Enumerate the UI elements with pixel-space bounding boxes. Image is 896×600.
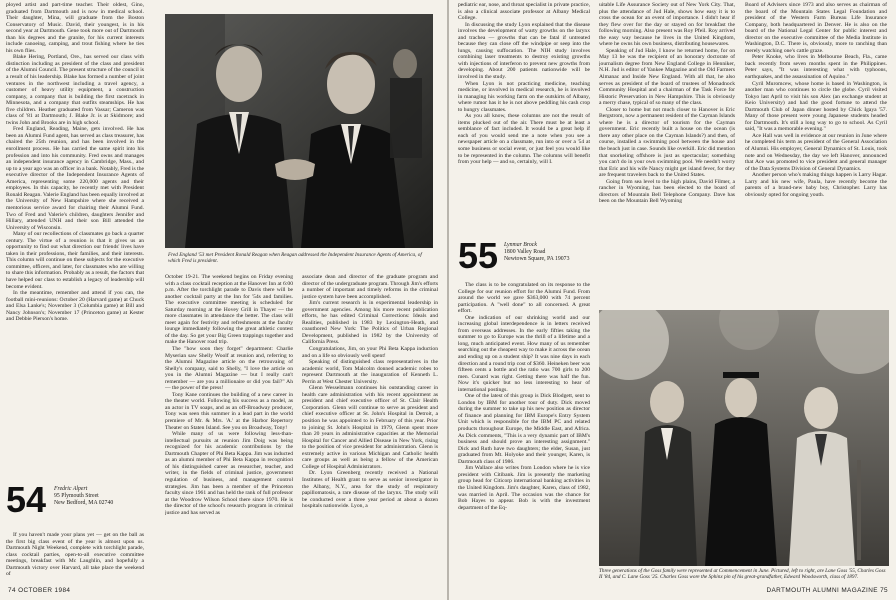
left-column-1 [6,2,144,478]
paragraph: Jim Wallace also writes from London where he is vice president with Citibank. Jim is presently the marketing group head for Citicorp international banking activities in the United Kingdom. Jim's daughter, Karen, class of 1982, was married in April. The occasion was the chance for Bob Hayes to appear. Bob is with the investment department of the Eq- [458,465,590,511]
class-55-header [458,235,590,278]
paragraph: As you all know, these columns are not the result of items plucked out of the air. There must be at least a semblance of fact included. It would be a great help if each of you would send me a note when you see a newspaper article on a classmate, run into or over a '54 at some business or social event, or just feel you would like to be represented in the column. The columns will benefit from your help — and so, certainly, will I. [458,113,590,166]
photo-caption: Three generations of the Goss family were represented at Commencement in June. Pictured, left to right, are Lane Goss '55, Charles Goss II '84, and C. Lane Goss '25. Charles Goss wore the Sphinx pin of his great-grandfather, Edward Woodsworth, class of 1897. [599,568,886,581]
paragraph: Speaking of Jud Hale, I know he returned home, for on May 13 he was the recipient of an honorary doctorate of journalism degree from New England College in Henniker, N.H. Jud is editor of Yankee Magazine and the Old Farmers Almanac and Inside New England. With all that, he also serves as president of the board of trustees of Monadnock Community Hospital and a chairman of the Task Force for Historic Preservation in New Hampshire. This is obviously a merry chase, typical of so many of the class. [599,47,735,107]
paragraph: Tony Kane continues the building of a new career in the theater world. Following his success as a model, as an actor in TV soaps, and as an off-Broadway producer, Tony was seen this summer in a lead part in the world premiere of Mr. & Mrs. 'A.' at the Harbor Repertory Theater on Staten Island. See you on Broadway, Tony! [165,391,293,431]
secretary-street: 95 Plymouth Street [54,493,99,499]
left-page [0,0,447,600]
paragraph: One of the latest of this group is Dick Blodgett, sent to London by IBM for another tour of duty. Dick moved during the summer to take up his new position as director of finance and planning for IBM Europe's Entry System Unit which is responsible for the IBM PC and related products throughout Europe, the Middle East, and Africa. As Dick comments, "This is a very dynamic part of IBM's business and should prove an interesting assignment." Dick and Ruth have two daughters; the elder, Susan, just graduated from Mt. Holyoke and their younger, Karen, is Dartmouth class of 1986. [458,393,590,465]
class-number: 55 [458,235,499,276]
paragraph: Fred England, Reading, Maine, gets involved. He has been an Alumni Fund agent, has served as class treasurer, has chaired the 25th reunion, and has been involved in the enrollment process. He has carried the same spirit into his profession and into his community. Fred owns and manages an independent insurance agency in Cambridge, Mass., and up to a year ago was an officer in a bank. Notably, Fred is the executive director of the Independent Insurance Agents of America, representing some 220,000 agents and their employees. In this capacity, he recently met with President Ronald Reagan. Valerie England has been equally involved at the University of New Hampshire where she received a mentorious service award for chairing their Alumni Fund. Two of Fred and Valerie's children, daughters Jennifer and Hillary, attended UNH and their son Bill attended the University of Wisconsin. [6,126,144,231]
left-column-1-continued [6,532,144,588]
paragraph: Peter Knoke, who lives in Melbourne Beach, Fla., came back recently from seven months spent in the Philippines. Peter says, "It was interesting what with typhoons, earthquakes, and the assassination of Aquino." [745,54,887,81]
paragraph: ployed artist and part-time teacher. Their oldest, Gino, graduated from Dartmouth and is now in medical school. Their daughter, Mina, will graduate from the Boston Conservatory of Music. David, their youngest, is in his second year at Dartmouth. Gene took more out of Dartmouth than his degrees and the granite, for his current interests include canoeing, camping, and trout fishing where he ties his own flies. [6,2,144,54]
paragraph: Closer to home but not much closer to Hanover is Eric Bergstrom, now a permanent resident of the Cayman Islands where he is a director of tourism for the Cayman government. Eric recently built a house on the ocean (is there any other place on the Cayman Islands?) and then, of course, installed a swimming pool between the house and the beach just in case. Sounds like overkill. Eric did mention that snorkeling offshore is just as spectacular; something you can't do in your own swimming pool. We needn't worry that Eric and his wife Nancy might get island fever, for they are frequent travelers back to the United States. [599,106,735,179]
page-folio-left: 74 OCTOBER 1984 [8,587,71,594]
paragraph: The "how soon they forget" department: Charlie Myserian saw Shelly Woolf at reunion and, referring to the Alumni Magazine article on the retrouvaing of Shelly's company, said to Shelly, "I love the article on you in the Alumni Magazine — but I really can't remember — are you a millionaire or did you fail?" Ah — the power of the press! [165,346,293,392]
secretary-city: New Bedford, MA 02740 [54,500,114,506]
class-54-header [6,479,144,528]
secretary-name: Fredric Alpert [54,486,88,492]
paragraph: Another person who's making things happen is Larry Hagar. Larry and his new wife, Paula, have recently become the parents of a brand-new baby boy, Christopher. Larry has obviously opted for ongoing youth. [745,172,887,198]
paragraph: Board of Advisers since 1973 and also serves as chairman of the board of the Mountain States Legal Foundation and president of the Western Farm Bureau Life Insurance Company, both headquartered in Denver. He is also on the board of the National Legal Center for public interest and director on the executive committee of the Media Institute in Washington, D.C. There is, obviously, more to ranching than merely watching one's cattle graze. [745,2,887,54]
right-column-1-continued [458,282,590,592]
class-secretary-address [504,242,590,263]
right-column-1 [458,2,590,234]
paragraph: In discussing the study Lyon explained that the disease involves the development of warty growths on the larynx and trachea — growths that can be fatal if untreated because they can close off the windpipe or seep into the lungs, causing suffocation. The NIH study involves combining laser treatments to destroy existing growths with injections of interferon to prevent new growths from developing. About 200 patients nationwide will be involved in the study. [458,21,590,81]
paragraph: Congratulations, Jim, on your Phi Beta Kappa induction and on a life so obviously well spent! [302,346,438,359]
right-page [449,0,896,600]
paragraph: Cyril Muromcew, whose home is based in Washington, is another man who continues to circle the globe. Cyril visited Tokyo last April to visit his son Alex (an exchange student at Keio University) and had the good fortune to attend the Dartmouth Club of Japan dinner hosted by Chick Igaya '57. Many of those present were young Japanese students headed for Dartmouth. It's still a long way to go to school. As Cyril said, "It was a memorable evening." [745,80,887,133]
left-column-3 [302,274,438,592]
class-secretary-address [54,486,146,507]
paragraph: Ace Hall was well in evidence at our reunion in June where he completed his term as president of the General Association of Alumni. His employer, General Dynamics of St. Louis, took note and on Wednesday, the day we left Hanover, announced that Ace was promoted to vice president and general manager of the Data Systems Division of General Dynamics. [745,132,887,172]
paragraph: When Lyon is not practicing medicine, teaching medicine, or involved in medical research, he is involved in managing his working farm on the outskirts of Albany, where rumor has it he is not above peddling his cash crop to hungry classmates. [458,80,590,113]
class-number: 54 [6,479,47,520]
paragraph: The class is to be congratulated on its response to the College for our reunion effort for the Alumni Fund. From around the world we gave $363,000 with 74 percent participation. A "well done" to all concerned. A great effort. [458,282,590,315]
paragraph: If you haven't made your plans yet — get on the ball as the first big class event of the year is almost upon us. Dartmouth Night Weekend, complete with torchlight parade, class cocktail parties, open-to-all executive committee meetings, breakfast with Mc Laughlin, and hopefully a Dartmouth victory over Harvard, all take place the weekend of [6,532,144,578]
right-column-2 [599,2,735,306]
left-column-2 [165,274,293,592]
paragraph: While many of us were following less-than-intellectual pursuits at reunion Jim Doig was being recognized for his academic contributions by the Dartmouth Chapter of Phi Beta Kappa. Jim was inducted as an alumni member of Phi Beta Kappa in recognition of his distinguished career as researcher, teacher, and writer, in the fields of criminal justice, government regulation of business, and management control strategies. Jim has been a member of the Princeton faculty since 1961 and has held the rank of full professor at the Woodrow Wilson School there since 1970. He is the director of the school's research program in criminal justice and has served as [165,431,293,516]
paragraph: uitable Life Assurance Society out of New York City. That, plus the attendance of Jud Hale, shows how easy it is to cross the ocean for an event of importance. I didn't hear if they flew over for the day or stayed on for breakfast the following morning. Also present was Roy Pfeil. Roy arrived the easy way because he lives in the United Kingdom, where he owns his own business, distributing housewares. [599,2,735,48]
paragraph: pediatric ear, nose, and throat specialist in private practice, is also a clinical associate professor at Albany Medical College. [458,2,590,22]
secretary-name: Lynmar Brock [504,242,537,248]
paragraph: Blake Hering, Portland, Ore., has served our class with distinction including as president of the class and president of the Alumni Council. The present structure of the council is a result of his leadership. Blake has formed a number of joint ventures in the northwest including a travel agency, a customer of heavy utility equipment, a construction company, a company that is building the first racetrack in Minnesota, and a company that outfits steamships. He has five children. Heather graduated from Vassar; Cameron was class of '81 at Dartmouth; J. Blake Jr. is at Skidmore; and twins John and Brooks are in high school. [6,54,144,126]
secretary-city: Newtown Square, PA 19073 [504,256,570,262]
photo-illustration [599,310,889,566]
right-column-3 [745,2,887,306]
photo-caption: Fred England '53 met President Ronald Reagan when Reagan addressed the Independent Insurance Agents of America, of which Fred is president. [168,252,422,265]
page-folio-right: DARTMOUTH ALUMNI MAGAZINE 75 [766,587,888,594]
photo-illustration [165,14,433,248]
paragraph: Dr. Lyon Greenberg recently received a National Institutes of Health grant to serve as senior investigator in the Albany, N.Y., area for the study of respiratory papillomatosis, a rare disease of the larynx. The study will be conducted over a three year period at about a dozen hospitals nationwide. Lyon, a [302,470,438,510]
secretary-street: 1800 Valley Road [504,249,546,255]
paragraph: Glenn Wesselmann continues his outstanding career in health care administration with his recent appointment as president and chief executive officer of St. Clair Health Corporation. Glenn will continue to serve as president and chief executive officer at St. John's Hospital in Detroit, a position he was appointed to in February of this year. Prior to joining St. John's Hospital in 1979, Glenn spent more than 20 years in administrative capacities at the Memorial Hospital for Cancer and Allied Disease in New York, rising to the position of vice president for administration. Glenn is extremely active in various Michigan and Catholic health care groups as well as being a fellow of the American College of Hospital Administrators. [302,385,438,470]
paragraph: Speaking of distinguished class representatives in the academic world, Tom Malcolm donned academic robes to represent Dartmouth at the inauguration of Kenneth L. Perrin at West Chester University. [302,359,438,385]
paragraph: Many of our recollections of classmates go back a quarter century. The virtue of a reunion is that it gives us an opportunity to find out what direction our friends' lives have taken in their professions, their families, and their interests. This column will continue on these subjects for the executive committee, officers, and later, for classmates who are willing to share this information. Probably as a result, the factors that have helped our class to establish a legacy of leadership will become evident. [6,231,144,290]
paragraph: One indication of our shrinking world and our increasing global interdependence is in letters received from overseas addresses. In the early fifties taking the summer to go to Europe was the thrill of a lifetime and a long, much anticipated event. How many of us remember searching out the cheapest way to make it across the ocean and ending up on a student ship? It was nine days in each direction and a round trip cost of $360. Heineken beer was fifteen cents a bottle and the ratio was 700 girls to 200 men. Cunard was right. Getting there was half the fun. Now it's quicker but no less interesting to hear of international postings. [458,314,590,393]
england-reagan-photo [165,14,433,248]
paragraph: associate dean and director of the graduate program and director of the undergraduate program. Through Jim's efforts a number of important and timely reforms in the criminal justice system have been accomplished. [302,274,438,300]
paragraph: Jim's current research is in experimental leadership in government agencies. Among his more recent publication efforts, he has edited Criminal Corrections: Ideals and Realities, published in 1983 by Lexington-Heath, and coauthored New York: The Politics of Urban Regional Development, published in 1982 by the University of California Press. [302,300,438,346]
paragraph: October 19-21. The weekend begins on Friday evening with a class cocktail reception at the Hanover Inn at 6:00 p.m. After the torchlight parade to Davis there will be another cocktail party at the Inn for '54s and families. The executive committee meeting is scheduled for Saturday morning at the Hovey Grill in Thayer — the more classmates in attendance the better. The class will meet again for festivity and refreshments at the faculty lounge immediately following the great athletic contest of the day. So get your Big Green trappings together and make the Hanover road trip. [165,274,293,346]
paragraph: Going from sea level to the high plains, David Filmer, a rancher in Wyoming, has been elected to the board of directors of Mountain Bell Telephone Company. Dave has been on the Mountain Bell Wyoming [599,178,735,205]
paragraph: In the meantime, remember and attend if you can, the football mini-reunions: October 20 (Harvard game) at Chuck and Elsa Lanke's; November 3 (Columbia game) at Bill and Nancy Johnson's; November 17 (Princeton game) at Kester and Debbie Pierson's home. [6,290,144,323]
goss-family-photo [599,310,889,566]
